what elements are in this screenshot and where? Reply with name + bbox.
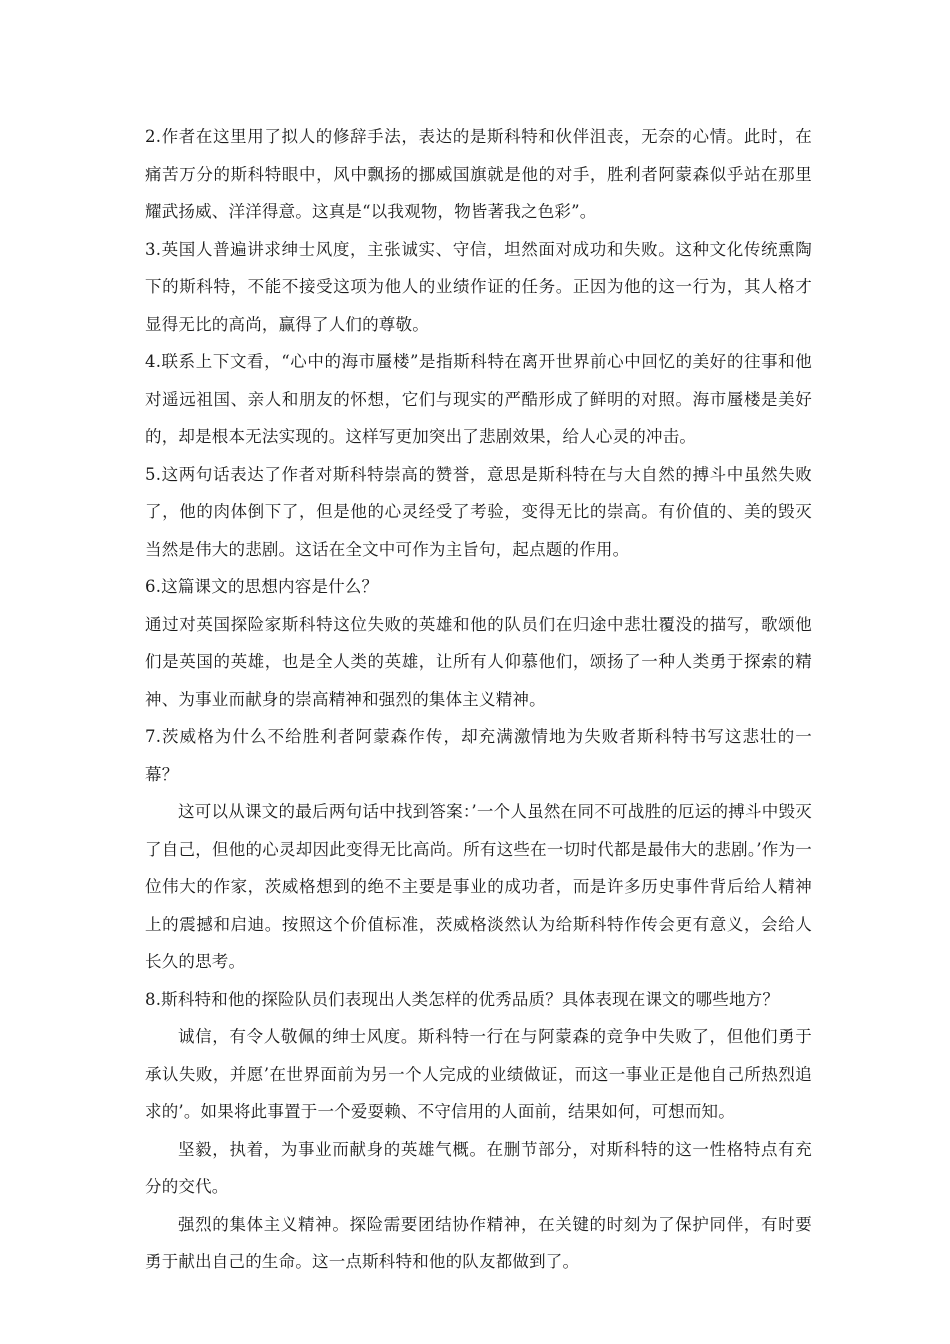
- answer-8-integrity: 诚信，有令人敬佩的绅士风度。斯科特一行在与阿蒙森的竞争中失败了，但他们勇于承认失败，并愿’在世界面前为另一个人完成的业绩做证，而这一事业正是他自己所热烈追求的’。如果将此事置于一个爱耍赖、不守信用的人面前，结果如何，可想而知。: [145, 1027, 812, 1121]
- paragraph-5: 5.这两句话表达了作者对斯科特崇高的赞誉，意思是斯科特在与大自然的搏斗中虽然失败了，他的肉体倒下了，但是他的心灵经受了考验，变得无比的崇高。有价值的、美的毁灭当然是伟大的悲剧。这话在全文中可作为主旨句，起点题的作用。: [145, 464, 812, 559]
- question-6: 6.这篇课文的思想内容是什么？: [145, 577, 379, 596]
- answer-6: 通过对英国探险家斯科特这位失败的英雄和他的队员们在归途中悲壮覆没的描写，歌颂他们是英国的英雄，也是全人类的英雄，让所有人仰慕他们，颂扬了一种人类勇于探索的精神、为事业而献身的崇高精神和强烈的集体主义精神。: [145, 614, 812, 709]
- paragraph-4: 4.联系上下文看，“心中的海市蜃楼”是指斯科特在离开世界前心中回忆的美好的往事和他对遥远祖国、亲人和朋友的怀想，它们与现实的严酷形成了鲜明的对照。海市蜃楼是美好的，却是根本无法实现的。这样写更加突出了悲剧效果，给人心灵的冲击。: [145, 352, 812, 446]
- paragraph-3: 3.英国人普遍讲求绅士风度，主张诚实、守信，坦然面对成功和失败。这种文化传统熏陶下的斯科特，不能不接受这项为他人的业绩作证的任务。正因为他的这一行为，其人格才显得无比的高尚，赢得了人们的尊敬。: [145, 239, 812, 334]
- answer-8-collectivism: 强烈的集体主义精神。探险需要团结协作精神，在关键的时刻为了保护同伴，有时要勇于献出自己的生命。这一点斯科特和他的队友都做到了。: [145, 1214, 812, 1271]
- answer-7: 这可以从课文的最后两句话中找到答案：’一个人虽然在同不可战胜的厄运的搏斗中毁灭了自己，但他的心灵却因此变得无比高尚。所有这些在一切时代都是最伟大的悲剧。’作为一位伟大的作家，茨威格想到的绝不主要是事业的成功者，而是许多历史事件背后给人精神上的震撼和启迪。按照这个价值标准，茨威格淡然认为给斯科特作传会更有意义，会给人长久的思考。: [145, 802, 812, 971]
- answer-8-perseverance: 坚毅，执着，为事业而献身的英雄气概。在删节部分，对斯科特的这一性格特点有充分的交代。: [145, 1139, 812, 1196]
- question-7: 7.茨威格为什么不给胜利者阿蒙森作传，却充满激情地为失败者斯科特书写这悲壮的一幕？: [145, 727, 812, 784]
- paragraph-2: 2.作者在这里用了拟人的修辞手法，表达的是斯科特和伙伴沮丧，无奈的心情。此时，在痛苦万分的斯科特眼中，风中飘扬的挪威国旗就是他的对手，胜利者阿蒙森似乎站在那里耀武扬威、洋洋得意。这真是“以我观物，物皆著我之色彩”。: [145, 127, 812, 221]
- question-8: 8.斯科特和他的探险队员们表现出人类怎样的优秀品质？具体表现在课文的哪些地方？: [145, 989, 780, 1009]
